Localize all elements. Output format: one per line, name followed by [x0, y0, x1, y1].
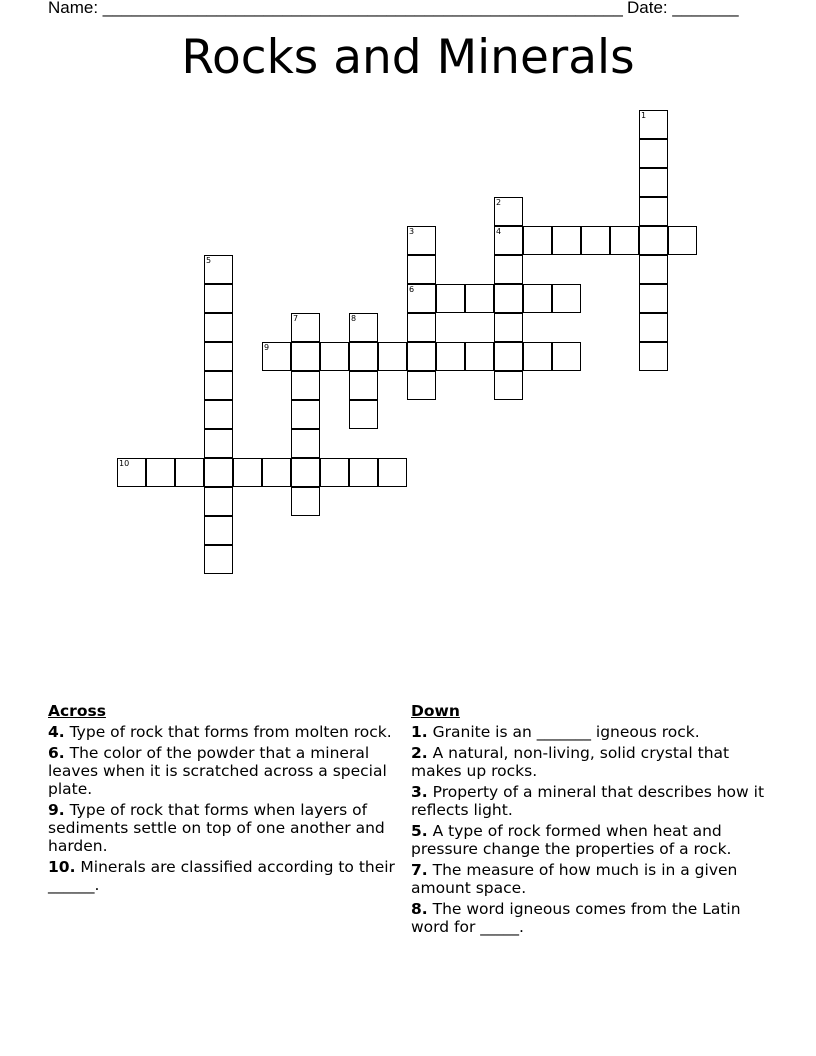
- crossword-cell[interactable]: [204, 371, 233, 400]
- crossword-cell[interactable]: [639, 110, 668, 139]
- clue-number: 5: [206, 256, 212, 265]
- crossword-cell[interactable]: [639, 313, 668, 342]
- crossword-cell[interactable]: [436, 342, 465, 371]
- crossword-cell[interactable]: [639, 168, 668, 197]
- crossword-cell[interactable]: [639, 342, 668, 371]
- crossword-cell[interactable]: [523, 342, 552, 371]
- down-clue: 5. A type of rock formed when heat and pressure change the properties of a rock.: [411, 822, 732, 858]
- crossword-cell[interactable]: [204, 313, 233, 342]
- crossword-cell[interactable]: [349, 342, 378, 371]
- crossword-cell[interactable]: [494, 197, 523, 226]
- down-clue: 3. Property of a mineral that describes how it reflects light.: [411, 783, 765, 819]
- crossword-cell[interactable]: [523, 226, 552, 255]
- clue-number: 6: [409, 285, 415, 294]
- crossword-cell[interactable]: [639, 255, 668, 284]
- crossword-cell[interactable]: [204, 342, 233, 371]
- clue-number: 2: [496, 198, 502, 207]
- across-clue: 6. The color of the powder that a mineral leaves when it is scratched across a special plate.: [48, 744, 387, 798]
- crossword-cell[interactable]: [204, 545, 233, 574]
- down-heading: Down: [411, 702, 460, 720]
- crossword-cell[interactable]: [204, 458, 233, 487]
- crossword-cell[interactable]: [291, 371, 320, 400]
- crossword-cell[interactable]: [233, 458, 262, 487]
- crossword-cell[interactable]: [204, 400, 233, 429]
- crossword-cell[interactable]: [378, 342, 407, 371]
- down-clue: 1. Granite is an _______ igneous rock.: [411, 723, 700, 741]
- down-clues: [411, 702, 771, 939]
- crossword-cell[interactable]: [291, 487, 320, 516]
- page-title: Rocks and Minerals: [181, 30, 635, 85]
- clue-number: 10: [119, 459, 130, 468]
- clue-number: 8: [351, 314, 357, 323]
- crossword-cell[interactable]: [494, 342, 523, 371]
- crossword-cell[interactable]: [407, 226, 436, 255]
- across-clue: 10. Minerals are classified according to their ______.: [48, 858, 395, 894]
- crossword-cell[interactable]: [407, 342, 436, 371]
- crossword-cell[interactable]: [117, 458, 146, 487]
- clue-number: 9: [264, 343, 270, 352]
- crossword-cell[interactable]: [262, 458, 291, 487]
- down-clue: 2. A natural, non-living, solid crystal that makes up rocks.: [411, 744, 730, 780]
- across-clue: 9. Type of rock that forms when layers of sediments settle on top of one another and harden.: [48, 801, 385, 855]
- crossword-cell[interactable]: [291, 458, 320, 487]
- across-heading: Across: [48, 702, 106, 720]
- date-field-label: Date: _______: [627, 0, 739, 17]
- crossword-cell[interactable]: [581, 226, 610, 255]
- crossword-cell[interactable]: [639, 284, 668, 313]
- crossword-cell[interactable]: [291, 342, 320, 371]
- crossword-cell[interactable]: [349, 458, 378, 487]
- crossword-cell[interactable]: [494, 255, 523, 284]
- crossword-cell[interactable]: [407, 313, 436, 342]
- across-clue: 4. Type of rock that forms from molten rock.: [48, 723, 392, 741]
- crossword-cell[interactable]: [204, 487, 233, 516]
- clue-number: 4: [496, 227, 502, 236]
- crossword-cell[interactable]: [610, 226, 639, 255]
- across-clues: [48, 702, 406, 897]
- crossword-cell[interactable]: [349, 313, 378, 342]
- crossword-cell[interactable]: [262, 342, 291, 371]
- clue-number: 7: [293, 314, 299, 323]
- crossword-cell[interactable]: [407, 284, 436, 313]
- crossword-cell[interactable]: [291, 429, 320, 458]
- crossword-cell[interactable]: [494, 371, 523, 400]
- crossword-cell[interactable]: [639, 197, 668, 226]
- crossword-cell[interactable]: [204, 284, 233, 313]
- crossword-cell[interactable]: [204, 255, 233, 284]
- down-clue: 7. The measure of how much is in a given amount space.: [411, 861, 738, 897]
- crossword-cell[interactable]: [407, 255, 436, 284]
- crossword-cell[interactable]: [349, 371, 378, 400]
- crossword-cell[interactable]: [552, 226, 581, 255]
- crossword-cell[interactable]: [639, 139, 668, 168]
- crossword-cell[interactable]: [291, 400, 320, 429]
- crossword-cell[interactable]: [552, 342, 581, 371]
- crossword-cell[interactable]: [320, 342, 349, 371]
- crossword-cell[interactable]: [668, 226, 697, 255]
- down-clue: 8. The word igneous comes from the Latin word for _____.: [411, 900, 741, 936]
- crossword-cell[interactable]: [146, 458, 175, 487]
- crossword-cell[interactable]: [204, 429, 233, 458]
- crossword-cell[interactable]: [465, 284, 494, 313]
- crossword-cell[interactable]: [639, 226, 668, 255]
- crossword-cell[interactable]: [378, 458, 407, 487]
- crossword-cell[interactable]: [494, 226, 523, 255]
- crossword-cell[interactable]: [320, 458, 349, 487]
- clue-number: 1: [641, 111, 647, 120]
- crossword-cell[interactable]: [407, 371, 436, 400]
- crossword-cell[interactable]: [436, 284, 465, 313]
- crossword-cell[interactable]: [204, 516, 233, 545]
- crossword-cell[interactable]: [494, 313, 523, 342]
- crossword-cell[interactable]: [349, 400, 378, 429]
- name-field-label: Name: _______________________________________________________: [48, 0, 623, 17]
- crossword-cell[interactable]: [552, 284, 581, 313]
- crossword-cell[interactable]: [523, 284, 552, 313]
- crossword-cell[interactable]: [291, 313, 320, 342]
- clue-number: 3: [409, 227, 415, 236]
- crossword-cell[interactable]: [465, 342, 494, 371]
- crossword-cell[interactable]: [175, 458, 204, 487]
- crossword-cell[interactable]: [494, 284, 523, 313]
